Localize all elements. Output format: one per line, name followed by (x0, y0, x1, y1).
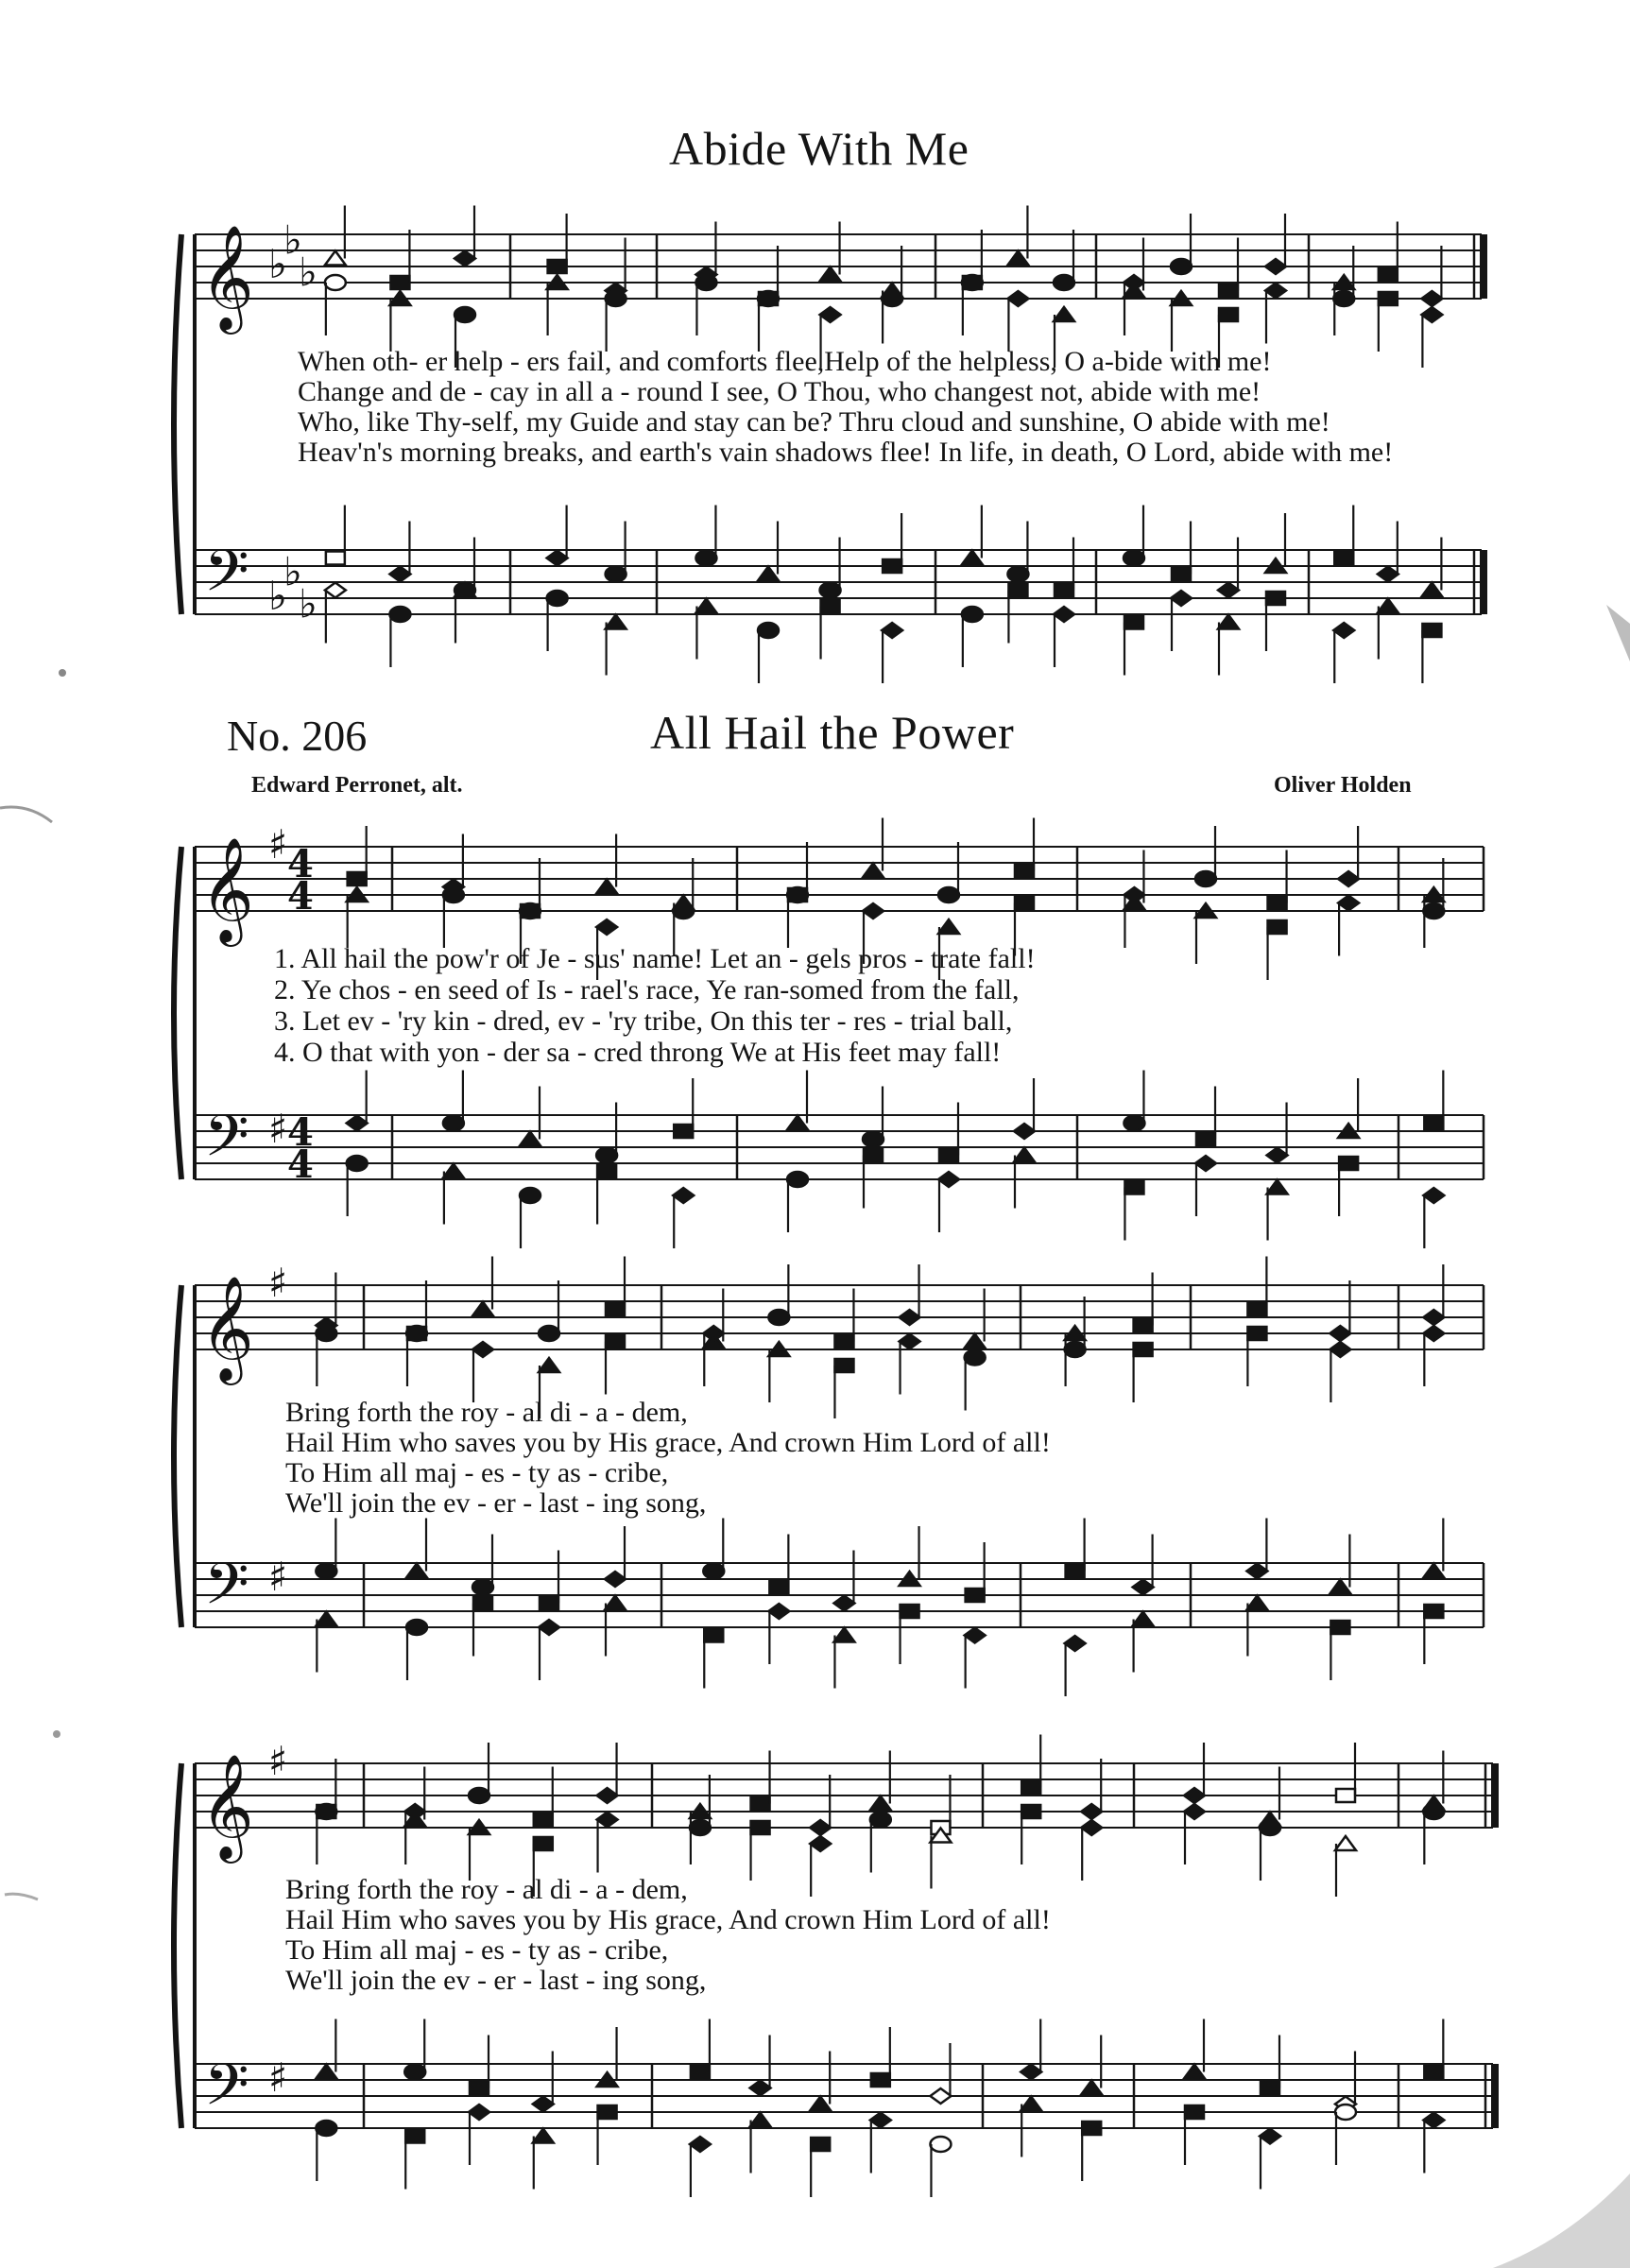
bass-note (1014, 1148, 1035, 1162)
bass-note (1082, 2122, 1101, 2135)
flat-icon: ♭ (299, 249, 317, 296)
soprano-note (1333, 291, 1354, 306)
alto-note (703, 1326, 724, 1341)
alto-note (882, 284, 902, 298)
tenor-note (606, 567, 626, 582)
alto-note (1247, 1327, 1266, 1340)
bass-note (962, 607, 983, 622)
soprano-note (690, 1820, 711, 1835)
tenor-note (1424, 1117, 1443, 1130)
alto-note (1379, 292, 1398, 305)
bass-note (1424, 1605, 1443, 1618)
alto-note (1260, 1820, 1280, 1835)
tenor-note (1124, 551, 1144, 566)
bass-note (1218, 615, 1239, 629)
sharp-icon: ♯ (268, 2054, 288, 2101)
soprano-note (1015, 865, 1034, 878)
soprano-note (1421, 291, 1442, 306)
tenor-note (820, 583, 841, 598)
sharp-icon: ♯ (268, 1106, 288, 1152)
alto-note (1423, 1804, 1444, 1819)
bass-note (1339, 1157, 1358, 1170)
bass-note (758, 623, 779, 638)
alto-note (455, 307, 475, 322)
alto-note (751, 1821, 770, 1834)
alto-note (863, 903, 884, 919)
bass-note (520, 1188, 540, 1203)
bass-note (833, 1628, 854, 1642)
tenor-note (758, 567, 779, 581)
lyric-verse-1: 1. All hail the pow'r of Je - sus' name! Let an - gels pros - trate fall! (274, 943, 1036, 974)
alto-note (963, 276, 982, 289)
alto-note (965, 1350, 986, 1366)
tenor-note (316, 2065, 336, 2079)
lyric-verse-4: We'll join the ev - er - last - ing song, (285, 1965, 707, 1996)
bass-clef-icon: 𝄢 (204, 1551, 249, 1632)
soprano-note (1021, 1781, 1040, 1795)
soprano-note (348, 872, 367, 885)
bass-note (1124, 616, 1143, 629)
lyric-verse-4: 4. O that with yon - der sa - cred throng We at His feet may fall! (274, 1037, 1002, 1068)
alto-note (1268, 920, 1287, 934)
soprano-note (1330, 1326, 1350, 1341)
alto-note (673, 896, 694, 910)
soprano-note (1379, 268, 1398, 282)
alto-note (606, 1335, 625, 1349)
tenor-note (966, 1589, 985, 1602)
bass-note (821, 600, 840, 613)
bass-note (1267, 1180, 1288, 1194)
tenor-note (540, 1597, 558, 1610)
bass-note (811, 2138, 830, 2151)
tenor-note (1133, 1580, 1154, 1595)
bass-note (606, 615, 626, 629)
soprano-note (1338, 871, 1359, 886)
alto-note (1124, 887, 1144, 902)
bass-note (389, 607, 410, 622)
alto-note (1265, 284, 1286, 299)
soprano-note (469, 1788, 489, 1803)
alto-note (317, 1805, 335, 1818)
bass-note (1065, 1636, 1086, 1651)
sharp-icon: ♯ (268, 1738, 288, 1784)
bass-note (965, 1628, 986, 1643)
soprano-note (1268, 897, 1287, 910)
treble-clef-icon: 𝄞 (200, 836, 254, 942)
soprano-note (597, 1788, 618, 1803)
alto-note (1015, 897, 1034, 910)
bass-note (469, 2105, 489, 2120)
alto-note (759, 292, 778, 305)
bass-note (787, 1172, 808, 1187)
tenor-note (1421, 583, 1442, 597)
tenor-note (347, 1116, 368, 1131)
bass-note (695, 599, 716, 613)
tenor-note (1378, 567, 1398, 582)
bass-note (1423, 2113, 1444, 2128)
bass-note (1266, 592, 1285, 605)
soprano-note (325, 251, 346, 266)
bass-note (930, 2137, 951, 2152)
soprano-note (870, 1796, 891, 1811)
bass-clef-icon: 𝄢 (204, 1103, 249, 1184)
bass-note (1333, 623, 1354, 638)
soprano-note (472, 1302, 493, 1316)
alto-note (788, 888, 807, 902)
alto-note (1330, 1342, 1350, 1357)
tenor-note (1066, 1565, 1085, 1578)
system-brace-icon (174, 847, 181, 1179)
author-credit: Edward Perronet, alt. (251, 773, 463, 798)
alto-note (534, 1837, 553, 1850)
tenor-note (1424, 2066, 1443, 2079)
treble-clef-icon: 𝄞 (200, 224, 254, 330)
soprano-note (390, 276, 409, 289)
system-brace-icon (174, 1285, 181, 1627)
bass-note (316, 2121, 336, 2136)
alto-note (695, 275, 716, 290)
alto-note (472, 1342, 493, 1357)
tenor-note (443, 1116, 464, 1131)
tenor-note (1021, 2065, 1041, 2080)
soprano-note (1054, 275, 1074, 290)
system-brace-icon (174, 1763, 181, 2128)
tenor-note (533, 2097, 554, 2112)
alto-note (1421, 307, 1442, 322)
tenor-note (930, 2088, 951, 2104)
alto-note (1423, 1326, 1444, 1341)
tenor-note (691, 2066, 710, 2079)
bass-note (539, 1620, 559, 1635)
flat-icon: ♭ (268, 573, 287, 619)
tenor-note (1081, 2081, 1102, 2095)
lyric-verse-2: 2. Ye chos - en seed of Is - rael's race, Ye ran-somed from the fall, (274, 974, 1020, 1005)
tenor-note (326, 552, 345, 565)
alto-note (596, 919, 617, 935)
alto-note (316, 1326, 336, 1341)
soprano-note (1171, 259, 1192, 274)
tenor-note (1172, 568, 1191, 581)
alto-note (1054, 307, 1074, 321)
soprano-note (965, 1334, 986, 1349)
tenor-note (1007, 567, 1028, 582)
soprano-note (834, 1335, 853, 1349)
soprano-note (596, 880, 617, 894)
flat-icon: ♭ (268, 241, 287, 287)
alto-note (539, 1358, 559, 1372)
alto-note (820, 307, 841, 322)
lyric-verse-2: Hail Him who saves you by His grace, And crown Him Lord of all! (285, 1427, 1051, 1458)
soprano-note (1007, 251, 1028, 266)
alto-note (1021, 1805, 1040, 1818)
tenor-note (1124, 1116, 1144, 1131)
tenor-note (1014, 1124, 1035, 1139)
soprano-note (1247, 1303, 1266, 1316)
alto-note (597, 1813, 618, 1828)
bass-note (768, 1604, 789, 1619)
alto-note (900, 1334, 920, 1349)
lyric-verse-3: To Him all maj - es - ty as - cribe, (285, 1934, 669, 1966)
tenor-note (810, 2097, 831, 2111)
lyric-verse-1: Bring forth the roy - al di - a - dem, (285, 1397, 688, 1428)
bass-note (1054, 607, 1074, 622)
sharp-icon: ♯ (268, 1260, 288, 1306)
tenor-note (939, 1149, 958, 1162)
system-brace-icon (174, 234, 181, 614)
bass-note (597, 1165, 616, 1178)
tenor-note (962, 551, 983, 565)
bass-note (605, 1596, 626, 1610)
tenor-note (863, 1132, 884, 1147)
alto-note (606, 291, 626, 306)
lyric-verse-4: We'll join the ev - er - last - ing song, (285, 1487, 707, 1519)
alto-note (521, 904, 540, 918)
bass-note (901, 1605, 919, 1618)
time-signature: 4 (287, 1110, 314, 1155)
bass-note (406, 1620, 427, 1635)
soprano-note (1336, 1789, 1355, 1802)
tenor-note (1196, 1133, 1215, 1146)
bass-note (1260, 2129, 1280, 2144)
bass-note (1422, 624, 1441, 637)
bass-note (1195, 1156, 1216, 1171)
treble-clef-icon: 𝄞 (200, 1275, 254, 1381)
bass-note (1124, 1181, 1143, 1194)
bass-note (882, 623, 902, 638)
time-signature: 4 (287, 842, 314, 886)
lyric-line: Change and de - cay in all a - round I see, O Thou, who changest not, abide with me! (298, 376, 1261, 407)
lyric-verse-1: Bring forth the roy - al di - a - dem, (285, 1874, 688, 1905)
tenor-note (703, 1564, 724, 1579)
soprano-note (751, 1797, 770, 1811)
tenor-note (1261, 2082, 1279, 2095)
tenor-note (1246, 1564, 1267, 1579)
soprano-note (539, 1326, 559, 1341)
tenor-note (1055, 584, 1073, 597)
soprano-note (863, 864, 884, 878)
bass-note (1330, 1621, 1349, 1634)
sharp-icon: ♯ (268, 1554, 288, 1600)
tenor-note (871, 2073, 890, 2087)
alto-note (1124, 275, 1144, 290)
alto-note (407, 1327, 426, 1340)
soprano-note (768, 1310, 789, 1325)
bass-note (1008, 584, 1027, 597)
tenor-note (472, 1580, 493, 1595)
soprano-note (548, 260, 567, 273)
soprano-note (810, 1820, 831, 1835)
soprano-note (1265, 259, 1286, 274)
soprano-note (1134, 1319, 1153, 1332)
bass-note (325, 583, 346, 598)
tenor-note (769, 1581, 788, 1594)
lyric-line: When oth- er help - ers fail, and comforts flee,Help of the helpless, O a-bide with me! (298, 346, 1272, 377)
bass-note (673, 1188, 694, 1203)
alto-note (1338, 896, 1359, 911)
bass-clef-icon: 𝄢 (204, 538, 249, 619)
soprano-note (900, 1310, 920, 1325)
tenor-note (547, 551, 568, 566)
hymn-title: All Hail the Power (650, 706, 1015, 759)
soprano-note (534, 1813, 553, 1827)
alto-note (810, 1836, 831, 1851)
bass-note (704, 1629, 723, 1642)
tenor-note (316, 1564, 336, 1579)
lyric-verse-3: To Him all maj - es - ty as - cribe, (285, 1457, 669, 1488)
tenor-note (695, 551, 716, 566)
tenor-note (389, 567, 410, 582)
lyric-line: Who, like Thy-self, my Guide and stay can be? Thru cloud and sunshine, O abide with me! (298, 406, 1330, 438)
composer-credit: Oliver Holden (1274, 773, 1412, 798)
time-signature: 4 (287, 874, 314, 919)
bass-note (1423, 1188, 1444, 1203)
tenor-note (750, 2081, 771, 2096)
tenor-note (674, 1125, 693, 1138)
alto-note (938, 919, 959, 934)
hymn-title: Abide With Me (669, 122, 969, 175)
bass-note (864, 1149, 883, 1162)
alto-note (1007, 291, 1028, 306)
lyric-verse-3: 3. Let ev - 'ry kin - dred, ev - 'ry tribe, On this ter - res - trial ball, (274, 1005, 1013, 1037)
sharp-icon: ♯ (268, 821, 288, 868)
bass-note (750, 2113, 771, 2127)
bass-note (598, 2105, 617, 2119)
bass-note (347, 1156, 368, 1171)
tenor-note (470, 2082, 489, 2095)
tenor-note (520, 1132, 540, 1146)
treble-clef-icon: 𝄞 (200, 1753, 254, 1859)
alto-note (870, 1813, 891, 1828)
tenor-note (1267, 1148, 1288, 1163)
soprano-note (1065, 1342, 1086, 1357)
bass-note (473, 1597, 492, 1610)
soprano-note (938, 887, 959, 902)
bass-note (690, 2137, 711, 2152)
lyric-verse-2: Hail Him who saves you by His grace, And crown Him Lord of all! (285, 1904, 1051, 1935)
bass-note (547, 591, 568, 606)
alto-note (325, 275, 346, 290)
soprano-note (1195, 871, 1216, 886)
bass-note (938, 1172, 959, 1187)
tenor-note (406, 1564, 427, 1578)
soprano-note (606, 1303, 625, 1316)
soprano-note (1423, 1310, 1444, 1325)
tenor-note (833, 1596, 854, 1611)
soprano-note (1184, 1788, 1205, 1803)
lyric-line: Heav'n's morning breaks, and earth's vain shadows flee! In life, in death, O Lord, abide with me! (298, 437, 1394, 468)
soprano-note (820, 267, 841, 282)
alto-note (1184, 1804, 1205, 1819)
bass-note (1335, 2105, 1356, 2120)
tenor-note (404, 2065, 425, 2080)
bass-clef-icon: 𝄢 (204, 2052, 249, 2133)
flat-icon: ♭ (283, 216, 302, 264)
soprano-note (455, 251, 475, 266)
tenor-note (1218, 583, 1239, 598)
tenor-note (1423, 1564, 1444, 1578)
alto-note (834, 1359, 853, 1372)
alto-note (1335, 1836, 1356, 1850)
soprano-note (1423, 903, 1444, 919)
alto-note (404, 1804, 425, 1819)
tenor-note (596, 1148, 617, 1163)
tenor-note (883, 559, 901, 573)
bass-note (1171, 591, 1192, 606)
bass-note (443, 1164, 464, 1178)
soprano-note (1081, 1804, 1102, 1819)
tenor-note (1334, 552, 1353, 565)
bass-note (1246, 1596, 1267, 1610)
alto-note (1219, 308, 1238, 321)
alto-note (1134, 1343, 1153, 1356)
tenor-note (605, 1572, 626, 1587)
alto-note (443, 887, 464, 902)
tenor-note (787, 1116, 808, 1130)
bass-note (1185, 2105, 1204, 2119)
soprano-note (1219, 284, 1238, 298)
bass-note (316, 1612, 336, 1626)
bass-note (870, 2113, 891, 2128)
time-signature: 4 (287, 1143, 314, 1187)
flat-icon: ♭ (283, 548, 302, 595)
bass-note (405, 2130, 424, 2143)
hymn-number: No. 206 (227, 712, 368, 760)
alto-note (1081, 1820, 1102, 1835)
flat-icon: ♭ (299, 580, 317, 627)
bass-note (533, 2129, 554, 2143)
tenor-note (1330, 1580, 1350, 1594)
bass-note (1021, 2097, 1041, 2111)
tenor-note (1184, 2065, 1205, 2079)
bass-note (1133, 1612, 1154, 1626)
bass-note (1378, 599, 1398, 613)
